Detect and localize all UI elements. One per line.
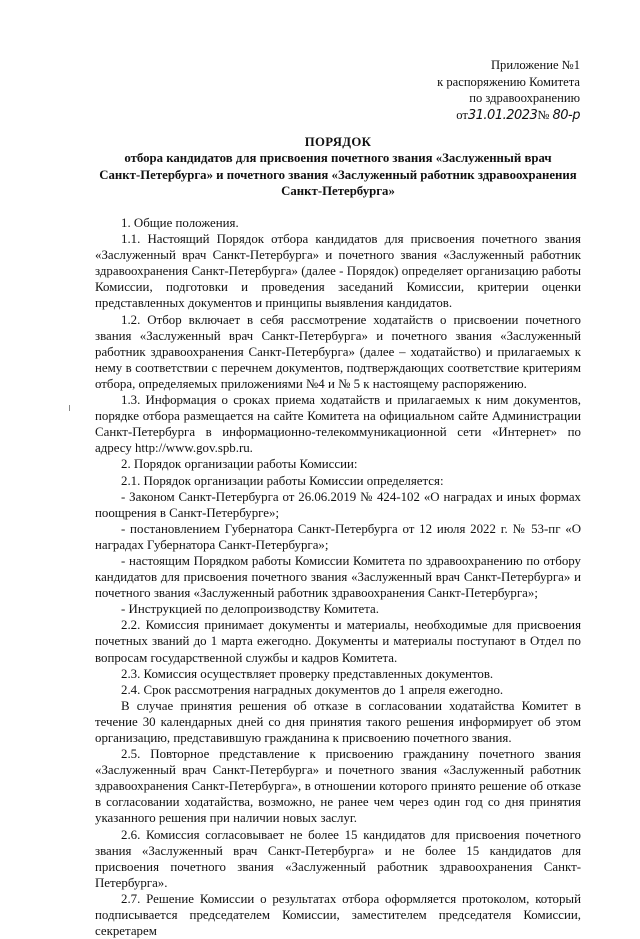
document-body bbox=[95, 215, 581, 939]
appendix-committee: по здравоохранению bbox=[469, 91, 580, 106]
appendix-title: Приложение №1 bbox=[490, 58, 580, 72]
paragraph-2-7: 2.7. Решение Комиссии о результатах отбора оформляется протоколом, который подписывается председателем Комиссии, заместителем председателя Комиссии, секретарем bbox=[95, 891, 581, 939]
title-heading: ПОРЯДОК bbox=[304, 135, 372, 149]
paragraph-2-2: 2.2. Комиссия принимает документы и материалы, необходимые для присвоения почетных званий до 1 марта ежегодно. Документы и материалы поступают в Отдел по вопросам государственной службы и кадров Комитета. bbox=[95, 618, 581, 665]
paragraph-2-3: 2.3. Комиссия осуществляет проверку представленных документов. bbox=[121, 666, 494, 681]
paragraph-1-2: 1.2. Отбор включает в себя рассмотрение ходатайств о присвоении почетного звания «Заслуженный врач Санкт-Петербурга» и почетного звания «Заслуженный работник здравоохранения Санкт-Петербурга» (далее – ходатайство) и прилагаемых к нему в соответствии с перечнем документов, подтверждающих соответствие критериям отбора, определяемых приложениями №4 и № 5 к настоящему распоряжению. bbox=[95, 312, 581, 391]
document-title bbox=[95, 134, 581, 199]
list-item-procedure: - настоящим Порядком работы Комиссии Комитета по здравоохранению по отбору кандидатов для присвоения почетного звания «Заслуженный врач Санкт-Петербурга» и почетного звания «Заслуженный работник здравоохранения Санкт-Петербурга»; bbox=[95, 553, 581, 601]
list-item-law: - Законом Санкт-Петербурга от 26.06.2019 № 424-102 «О наградах и иных формах поощрения в Санкт-Петербурге»; bbox=[95, 489, 581, 520]
title-line-2: Санкт-Петербурга» и почетного звания «Заслуженный работник здравоохранения bbox=[99, 167, 577, 182]
list-item-instruction: - Инструкцией по делопроизводству Комитета. bbox=[121, 602, 379, 617]
appendix-date-prefix: от bbox=[456, 107, 468, 122]
paragraph-refusal: В случае принятия решения об отказе в согласовании ходатайства Комитет в течение 30 календарных дней со дня принятия такого решения информирует об этом организацию, представившую гражданина к присвоению почетного звания. bbox=[95, 698, 581, 745]
section-heading-commission: 2. Порядок организации работы Комиссии: bbox=[121, 457, 358, 472]
appendix-order-reference: к распоряжению Комитета bbox=[437, 74, 580, 89]
appendix-number-sign: № bbox=[537, 107, 550, 122]
scan-artifact bbox=[69, 405, 70, 411]
paragraph-2-1: 2.1. Порядок организации работы Комиссии определяется: bbox=[121, 473, 444, 488]
appendix-date: 31.01.2023 bbox=[467, 107, 538, 123]
paragraph-2-4: 2.4. Срок рассмотрения наградных документов до 1 апреля ежегодно. bbox=[121, 682, 504, 697]
title-line-1: отбора кандидатов для присвоения почетного звания «Заслуженный врач bbox=[124, 151, 552, 166]
section-heading-general: 1. Общие положения. bbox=[121, 216, 239, 230]
title-line-3: Санкт-Петербурга» bbox=[281, 183, 395, 198]
list-item-decree: - постановлением Губернатора Санкт-Петербурга от 12 июля 2022 г. № 53-пг «О наградах Губернатора Санкт-Петербурга»; bbox=[95, 521, 581, 552]
appendix-header bbox=[360, 57, 580, 124]
paragraph-1-1: 1.1. Настоящий Порядок отбора кандидатов для присвоения почетного звания «Заслуженный врач Санкт-Петербурга» и почетного звания «Заслуженный работник здравоохранения Санкт-Петербурга» (далее - Порядок) определяет организацию работы Комиссии, подготовки и проведения заседаний Комиссии, критерии оценки представленных документов и принципы выявления кандидатов. bbox=[95, 232, 581, 311]
paragraph-1-3: 1.3. Информация о сроках приема ходатайств и прилагаемых к ним документов, порядке отбора размещается на сайте Комитета на официальном сайте Администрации Санкт-Петербурга в информационно-телекоммуникационной сети «Интернет» по адресу http://www.gov.spb.ru. bbox=[95, 393, 581, 456]
paragraph-2-5: 2.5. Повторное представление к присвоению гражданину почетного звания «Заслуженный врач Санкт-Петербурга» и почетного звания «Заслуженный работник здравоохранения Санкт-Петербурга», в отношении которого принято решение об отказе в согласовании ходатайства, возможно, не ранее чем через один год со дня принятия указанного решения при наличии новых заслуг. bbox=[95, 747, 581, 826]
appendix-number: 80-р bbox=[552, 107, 580, 123]
paragraph-2-6: 2.6. Комиссия согласовывает не более 15 кандидатов для присвоения почетного звания «Заслуженный врач Санкт-Петербурга» и не более 15 кандидатов для присвоения почетного звания «Заслуженный работник здравоохранения Санкт-Петербурга». bbox=[95, 827, 581, 890]
appendix-date-number bbox=[360, 107, 580, 125]
